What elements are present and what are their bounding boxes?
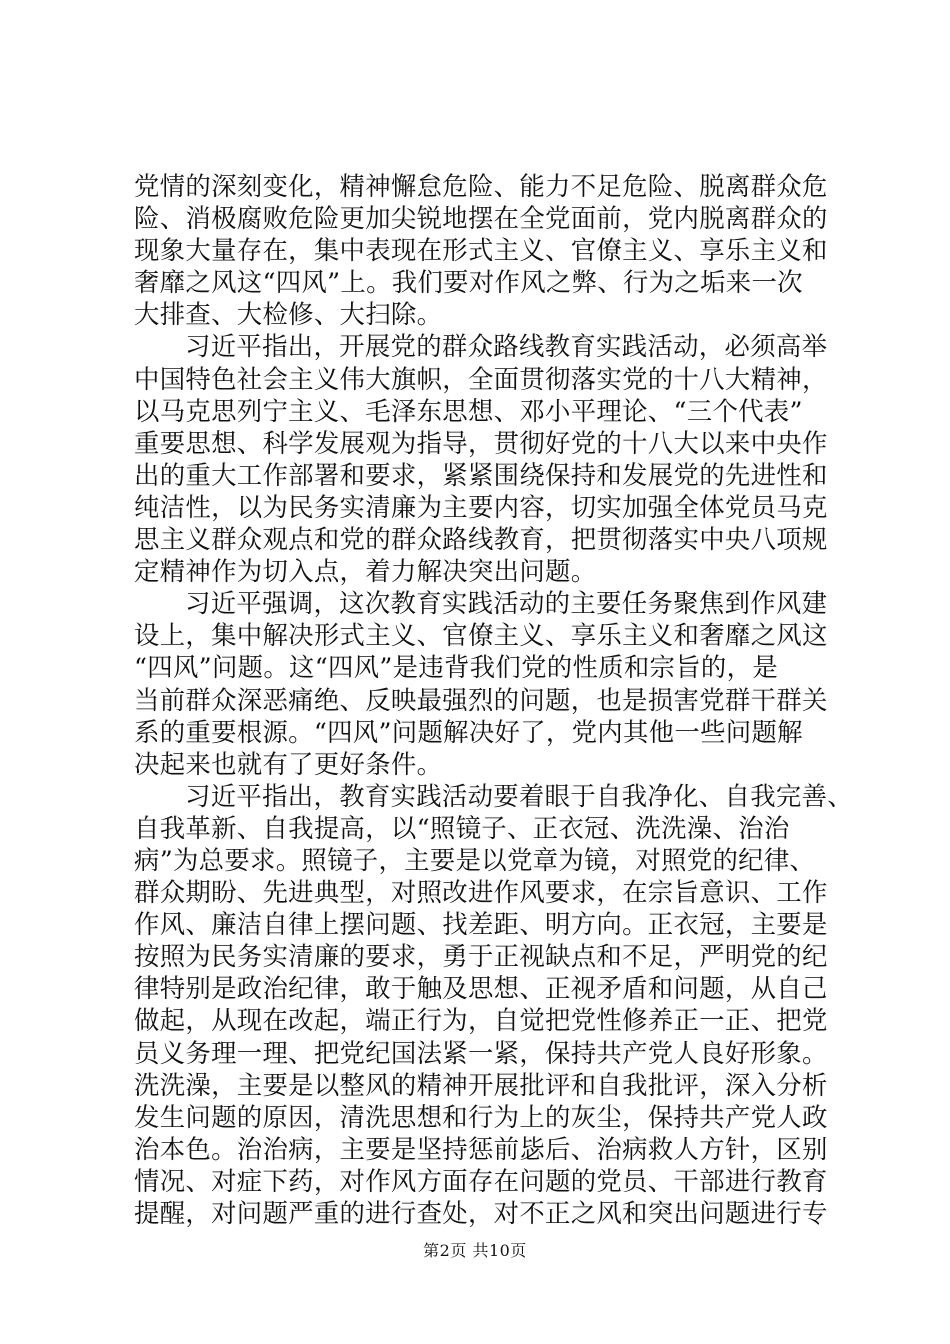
- text-line: 习近平指出，教育实践活动要着眼于自我净化、自我完善、: [185, 780, 853, 811]
- text-line: 决起来也就有了更好条件。: [134, 748, 443, 779]
- text-line: 党情的深刻变化，精神懈怠危险、能力不足危险、脱离群众危: [134, 171, 828, 201]
- text-line: 重要思想、科学发展观为指导，贯彻好党的十八大以来中央作: [134, 427, 828, 458]
- text-line: 当前群众深恶痛绝、反映最强烈的问题，也是损害党群干群关: [134, 684, 828, 715]
- text-line: 奢靡之风这“四风”上。我们要对作风之弊、行为之垢来一次: [134, 267, 803, 298]
- text-line: 系的重要根源。“四风”问题解决好了，党内其他一些问题解: [134, 716, 803, 747]
- text-line: 现象大量存在，集中表现在形式主义、官僚主义、享乐主义和: [134, 235, 828, 266]
- text-line: 习近平强调，这次教育实践活动的主要任务聚焦到作风建: [185, 588, 828, 619]
- text-line: 定精神作为切入点，着力解决突出问题。: [134, 556, 597, 587]
- text-line: 以马克思列宁主义、毛泽东思想、邓小平理论、“三个代表”: [134, 395, 803, 426]
- text-line: 提醒，对问题严重的进行查处，对不正之风和突出问题进行专: [134, 1198, 828, 1228]
- text-line: 习近平指出，开展党的群众路线教育实践活动，必须高举: [185, 331, 828, 362]
- text-line: 洗洗澡，主要是以整风的精神开展批评和自我批评，深入分析: [134, 1069, 828, 1100]
- text-line: 纯洁性，以为民务实清廉为主要内容，切实加强全体党员马克: [134, 491, 828, 522]
- text-line: 情况、对症下药，对作风方面存在问题的党员、干部进行教育: [134, 1165, 828, 1196]
- text-line: 自我革新、自我提高，以“照镜子、正衣冠、洗洗澡、治治: [134, 812, 790, 843]
- text-line: 思主义群众观点和党的群众路线教育，把贯彻落实中央八项规: [134, 524, 828, 555]
- text-line: 病”为总要求。照镜子，主要是以党章为镜，对照党的纪律、: [134, 844, 816, 875]
- text-line: 设上，集中解决形式主义、官僚主义、享乐主义和奢靡之风这: [134, 620, 828, 651]
- text-line: 发生问题的原因，清洗思想和行为上的灰尘，保持共产党人政: [134, 1101, 828, 1132]
- text-line: 险、消极腐败危险更加尖锐地摆在全党面前，党内脱离群众的: [134, 203, 828, 234]
- text-line: 按照为民务实清廉的要求，勇于正视缺点和不足，严明党的纪: [134, 941, 828, 972]
- text-line: 员义务理一理、把党纪国法紧一紧，保持共产党人良好形象。: [134, 1037, 828, 1068]
- text-line: 作风、廉洁自律上摆问题、找差距、明方向。正衣冠，主要是: [134, 909, 828, 940]
- text-line: 出的重大工作部署和要求，紧紧围绕保持和发展党的先进性和: [134, 459, 828, 490]
- text-line: 群众期盼、先进典型，对照改进作风要求，在宗旨意识、工作: [134, 877, 828, 908]
- text-line: 大排查、大检修、大扫除。: [134, 299, 443, 330]
- text-line: 做起，从现在改起，端正行为，自觉把党性修养正一正、把党: [134, 1005, 828, 1036]
- text-line: 律特别是政治纪律，敢于触及思想、正视矛盾和问题，从自己: [134, 973, 828, 1004]
- text-line: 治本色。治治病，主要是坚持惩前毖后、治病救人方针，区别: [134, 1133, 828, 1164]
- text-line: 中国特色社会主义伟大旗帜，全面贯彻落实党的十八大精神，: [134, 363, 828, 394]
- document-body: [134, 170, 853, 1229]
- text-line: “四风”问题。这“四风”是违背我们党的性质和宗旨的，是: [134, 652, 779, 683]
- page-footer: 第2页 共10页: [423, 1241, 527, 1260]
